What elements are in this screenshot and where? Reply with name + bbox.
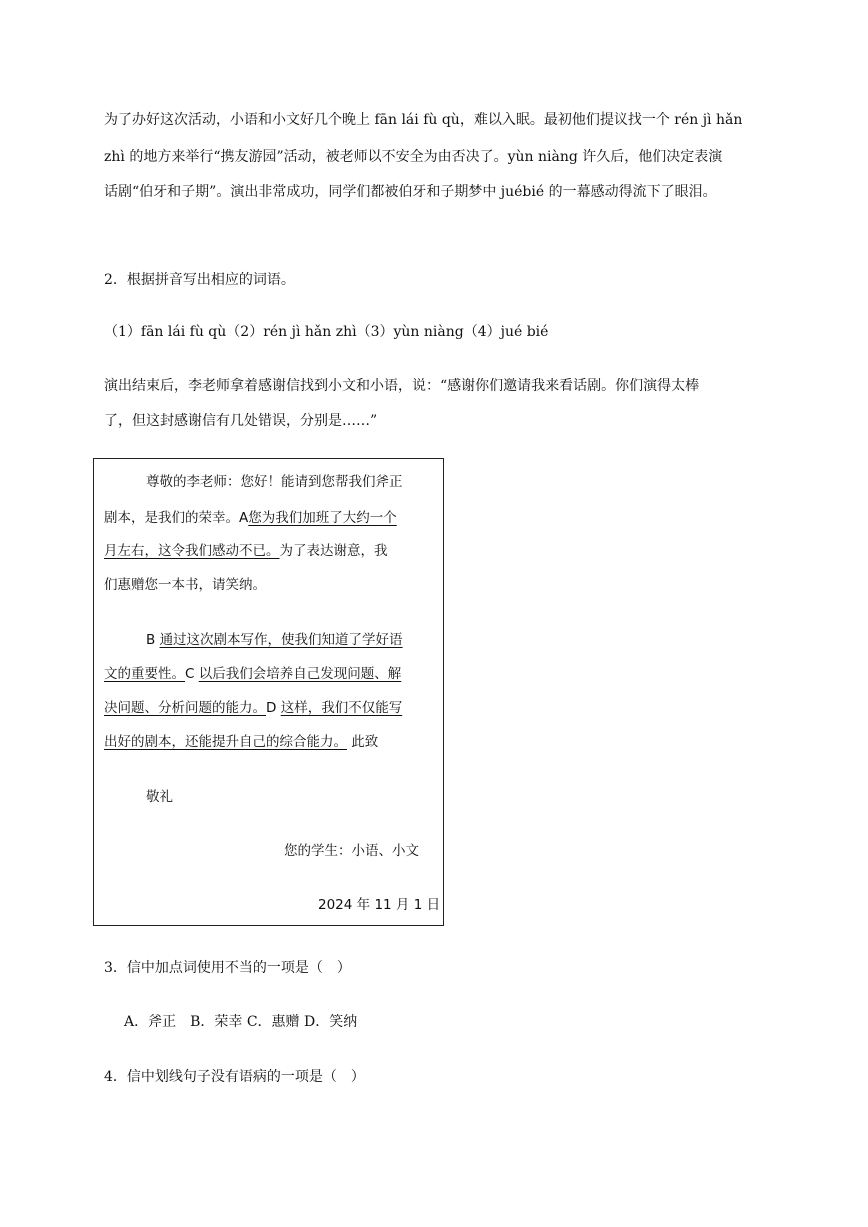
sentence-d-marker: D (266, 700, 277, 716)
question-3-options: A．斧正 B．荣幸 C．惠赠 D．笑纳 (124, 1014, 358, 1030)
sentence-b-part-1: 通过这次剧本写作，使我们知道了学好语 (159, 632, 403, 648)
letter-text: 剧本，是我们的荣幸。 (104, 510, 239, 526)
sentence-c-part-2: 决问题、分析问题的能力。 (104, 700, 266, 716)
sentence-c-marker: C (185, 666, 195, 682)
question-2-items: （1）fān lái fù qù（2）rén jì hǎn zhì（3）yùn niàng（4）jué bié (104, 324, 549, 340)
sentence-d-part-1: 这样，我们不仅能写 (280, 700, 403, 716)
letter-line-4: 们惠赠您一本书，请笑纳。 (104, 577, 266, 593)
sentence-d-part-2: 出好的剧本，还能提升自己的综合能力。 (104, 734, 347, 750)
sentence-a-part-1: 您为我们加班了大约一个 (248, 510, 397, 526)
letter-text: 为了表达谢意，我 (279, 543, 388, 559)
letter-line-2 (104, 508, 397, 528)
sentence-b-part-2: 文的重要性。 (104, 666, 185, 682)
letter-date: 2024 年 11 月 1 日 (318, 897, 441, 913)
letter-salute: 敬礼 (146, 789, 173, 805)
letter-line-7 (104, 698, 402, 718)
letter-line-3 (104, 541, 388, 561)
narrative-line-1: 演出结束后，李老师拿着感谢信找到小文和小语，说：“感谢你们邀请我来看话剧。你们演得太棒 (104, 378, 700, 394)
letter-greeting-line: 尊敬的李老师：您好！能请到您帮我们斧正 (146, 474, 403, 490)
question-4-title: 4．信中划线句子没有语病的一项是（ ） (104, 1069, 365, 1085)
sentence-a-marker: A (239, 510, 249, 526)
sentence-c-part-1: 以后我们会培养自己发现问题、解 (198, 666, 402, 682)
passage-line-2: zhì 的地方来举行“携友游园”活动，被老师以不安全为由否决了。yùn niàng 许久后，他们决定表演 (104, 149, 723, 165)
letter-line-5 (146, 630, 403, 650)
question-3-title: 3．信中加点词使用不当的一项是（ ） (104, 960, 351, 976)
letter-closing: 此致 (351, 734, 379, 750)
letter-line-6 (104, 664, 401, 684)
question-2-title: 2．根据拼音写出相应的词语。 (104, 272, 295, 288)
sentence-a-part-2: 月左右，这令我们感动不已。 (104, 543, 280, 559)
passage-line-3: 话剧“伯牙和子期”。演出非常成功，同学们都被伯牙和子期梦中 juébié 的一幕感动得流下了眼泪。 (104, 184, 717, 200)
passage-line-1: 为了办好这次活动，小语和小文好几个晚上 fān lái fù qù，难以入眠。最初他们提议找一个 rén jì hǎn (104, 112, 743, 128)
sentence-b-marker: B (146, 632, 156, 648)
narrative-line-2: 了，但这封感谢信有几处错误，分别是……” (104, 413, 378, 429)
letter-line-8 (104, 732, 378, 752)
letter-signature: 您的学生：小语、小文 (284, 843, 419, 859)
